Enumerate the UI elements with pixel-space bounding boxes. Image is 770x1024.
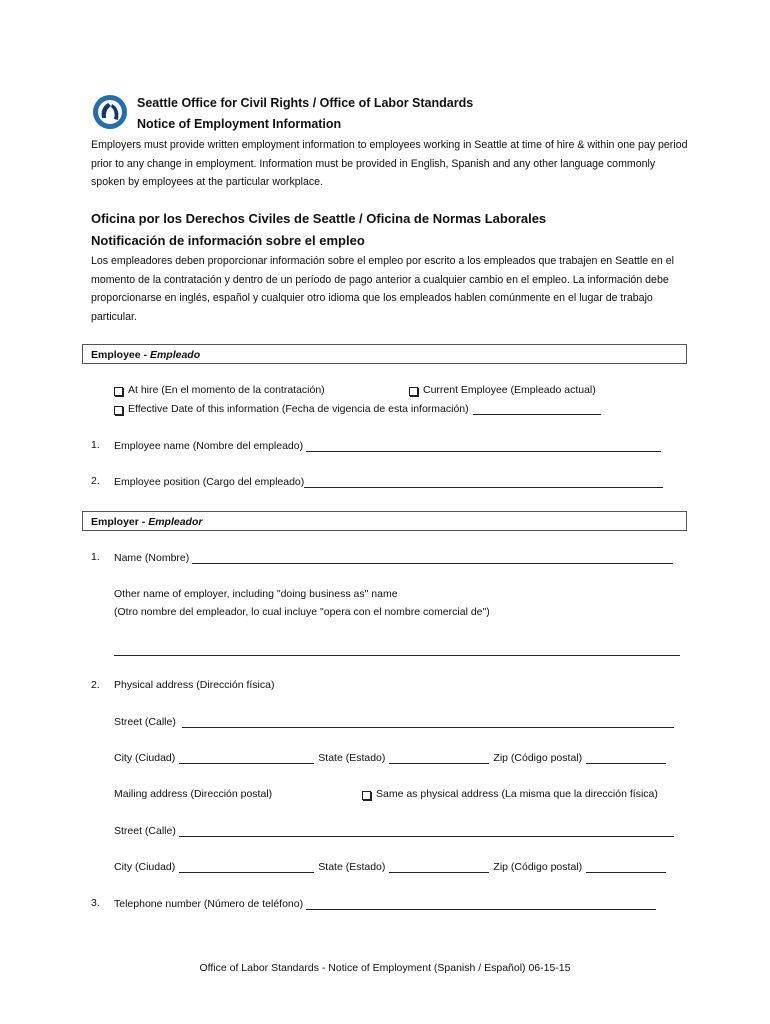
employer-name-label: Name (Nombre) [114,552,190,564]
mailing-address-label: Mailing address (Dirección postal) [114,788,273,800]
physical-state-field[interactable] [389,751,489,764]
current-employee-option[interactable] [409,384,596,396]
employee-name-row [114,439,661,452]
employer-section-label: Employer - [91,516,149,528]
employer-q2-number: 2. [91,679,100,691]
employee-position-label: Employee position (Cargo del empleado) [114,476,305,488]
effective-date-label: Effective Date of this information (Fecha de vigencia de esta información) [128,403,469,415]
physical-zip-label: Zip (Código postal) [493,752,583,764]
employee-position-field[interactable] [304,475,663,488]
mailing-zip-field[interactable] [586,860,666,873]
telephone-field[interactable] [306,897,656,910]
employee-position-row [114,475,663,488]
same-as-physical-label: Same as physical address (La misma que la dirección física) [376,788,658,800]
intro-english: Employers must provide written employment information to employees working in Seattle at time of hire & within one pay period prior to any change in employment. Information must be provided in English, Spanish and any other language commonly spoken by employees at the particular workplace. [91,139,688,188]
effective-date-option[interactable] [114,402,601,415]
employer-section-label-es: Empleador [148,516,203,528]
physical-street-field[interactable] [182,715,674,728]
mailing-state-label: State (Estado) [318,861,386,873]
other-name-label-es: (Otro nombre del empleador, lo cual incluye "opera con el nombre comercial de") [114,606,490,618]
employer-name-row [114,551,673,564]
employer-q1-number: 1. [91,551,100,563]
mailing-street-row [114,824,674,837]
employee-q1-number: 1. [91,439,100,451]
employee-name-field[interactable] [306,439,661,452]
other-name-label-en: Other name of employer, including "doing business as" name [114,588,398,600]
telephone-row [114,897,656,910]
telephone-label: Telephone number (Número de teléfono) [114,898,304,910]
physical-street-row [114,715,674,728]
page-title: Seattle Office for Civil Rights / Office of Labor Standards [137,96,474,110]
physical-state-label: State (Estado) [318,752,386,764]
same-as-physical-checkbox[interactable] [362,791,371,800]
employer-section-header [82,511,687,531]
employee-name-label: Employee name (Nombre del empleado) [114,440,304,452]
employer-name-field[interactable] [192,551,673,564]
effective-date-field[interactable] [473,402,601,415]
mailing-zip-label: Zip (Código postal) [493,861,583,873]
mailing-state-field[interactable] [389,860,489,873]
at-hire-checkbox[interactable] [114,387,123,396]
employee-section-header [82,344,687,364]
intro-spanish: Los empleadores deben proporcionar información sobre el empleo por escrito a los empleados que trabajen en Seattle en el momento de la contratación y dentro de un período de pago anterior a cualquier cambio en el empleo. La información debe proporcionarse en inglés, español y cualquier otro idioma que los empleados hablen comúnmente en el lugar de trabajo particular. [91,255,675,323]
employee-section-label: Employee - [91,349,150,361]
employee-q2-number: 2. [91,475,100,487]
mailing-street-field[interactable] [179,824,674,837]
employee-section-label-es: Empleado [149,349,201,361]
at-hire-label: At hire (En el momento de la contratación) [128,384,325,396]
page-footer: Office of Labor Standards - Notice of Employment (Spanish / Español) 06-15-15 [199,962,571,974]
current-employee-checkbox[interactable] [409,387,418,396]
physical-address-label: Physical address (Dirección física) [114,679,275,691]
page-subtitle: Notice of Employment Information [137,117,342,131]
mailing-city-field[interactable] [179,860,314,873]
mailing-city-label: City (Ciudad) [114,861,176,873]
same-as-physical-option[interactable] [362,788,658,800]
effective-date-checkbox[interactable] [114,406,123,415]
physical-city-label: City (Ciudad) [114,752,176,764]
at-hire-option[interactable] [114,384,325,396]
page-title-spanish: Oficina por los Derechos Civiles de Seattle / Oficina de Normas Laborales [91,211,547,226]
mailing-street-label: Street (Calle) [114,825,176,837]
physical-zip-field[interactable] [586,751,666,764]
current-employee-label: Current Employee (Empleado actual) [423,384,596,396]
page-subtitle-spanish: Notificación de información sobre el empleo [91,233,365,248]
physical-city-row [114,751,666,764]
physical-city-field[interactable] [179,751,314,764]
other-name-field[interactable] [114,655,680,656]
mailing-city-row [114,860,666,873]
physical-street-label: Street (Calle) [114,716,176,728]
seattle-seal-icon [92,94,128,130]
employer-q3-number: 3. [91,897,100,909]
